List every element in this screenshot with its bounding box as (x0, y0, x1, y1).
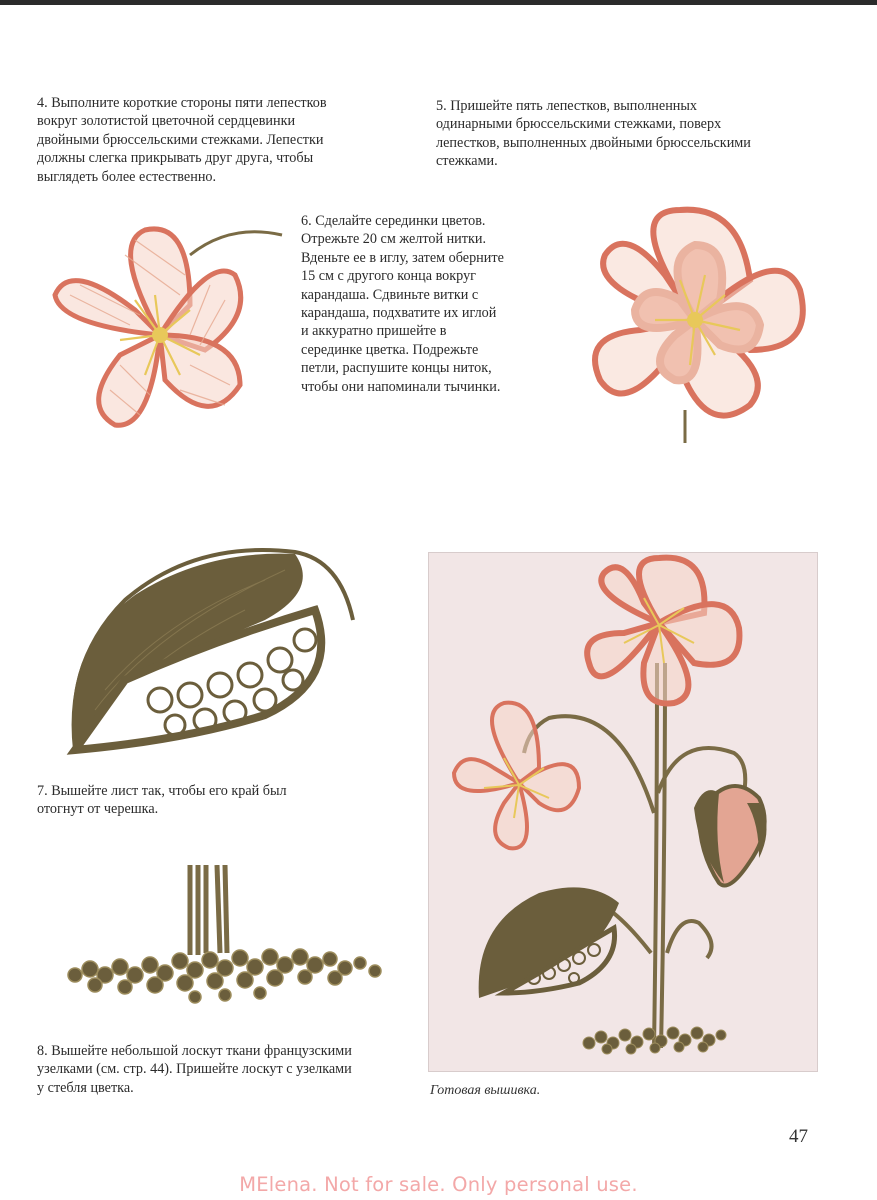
step-4-text: 4. Выполните короткие стороны пяти лепестков вокруг золотистой цветочной сердцевинки двойными брюссельскими стежками. Лепестки должны слегка прикрывать друг друга, чтобы выглядеть более естественно. (37, 95, 327, 185)
finished-embroidery-image (428, 552, 818, 1072)
page-number: 47 (789, 1126, 808, 1147)
flower-step5-image (580, 200, 815, 445)
leaf-step7-image (65, 540, 355, 755)
flower-step4-image (40, 215, 285, 435)
finished-embroidery-caption: Готовая вышивка. (430, 1083, 541, 1098)
knots-step8-image (65, 865, 395, 1015)
watermark-text: MElena. Not for sale. Only personal use. (239, 1173, 638, 1196)
step-6-text: 6. Сделайте серединки цветов. Отрежьте 20 см желтой нитки. Вденьте ее в иглу, затем оберните 15 см с другого конца вокруг карандаша. Сдвиньте витки с карандаша, подхватите их иглой и аккуратно пришейте в серединке цветка. Подрежьте петли, распушите концы ниток, чтобы они напоминали тычинки. (301, 213, 504, 395)
step-5-text: 5. Пришейте пять лепестков, выполненных одинарными брюссельскими стежками, поверх лепестков, выполненных двойными брюссельскими стежками. (436, 98, 751, 170)
flower-step4-illustration (40, 215, 285, 435)
step-7-text: 7. Вышейте лист так, чтобы его край был отогнут от черешка. (37, 783, 287, 818)
leaf-step7-illustration (65, 540, 355, 755)
flower-step5-illustration (580, 200, 815, 445)
finished-embroidery-illustration (429, 553, 817, 1071)
top-border (0, 0, 877, 5)
step-8-text: 8. Вышейте небольшой лоскут ткани французскими узелками (см. стр. 44). Пришейте лоскут с узелками у стебля цветка. (37, 1043, 352, 1096)
knots-step8-illustration (65, 865, 395, 1015)
